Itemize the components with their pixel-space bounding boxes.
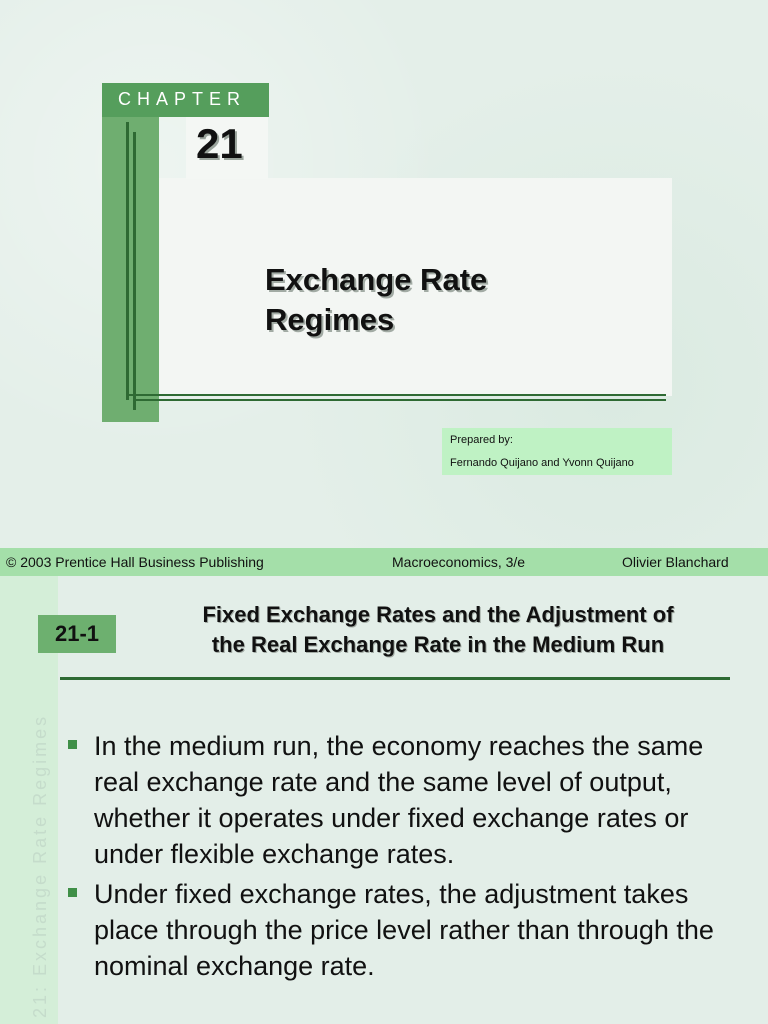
horizontal-rule (136, 399, 666, 401)
bullet-list (68, 728, 748, 988)
section-divider (60, 677, 730, 680)
prepared-by-names: Fernando Quijano and Yvonn Quijano (450, 457, 634, 469)
footer-author: Olivier Blanchard (622, 554, 729, 570)
footer-copyright: © 2003 Prentice Hall Business Publishing (6, 554, 264, 570)
green-sidebar-bar (102, 117, 159, 422)
sidebar-chapter-text: 21: Exchange Rate Regimes (30, 713, 50, 1018)
vertical-rule (126, 122, 129, 400)
prepared-by-label: Prepared by: (450, 434, 513, 446)
slide-title-line: Regimes (265, 302, 395, 337)
slide-title (265, 260, 645, 340)
horizontal-rule (128, 394, 666, 396)
vertical-rule (133, 132, 136, 410)
square-bullet-icon (68, 888, 77, 897)
chapter-number: 21 (196, 120, 243, 167)
footer-bar (0, 548, 768, 576)
bullet-text: Under fixed exchange rates, the adjustment takes place through the price level rather than through the nominal exchange rate. (94, 879, 714, 981)
section-title (118, 600, 758, 660)
section-title-line: the Real Exchange Rate in the Medium Run (211, 632, 665, 657)
square-bullet-icon (68, 740, 77, 749)
section-number-badge: 21-1 (38, 615, 116, 653)
slide-title-line: Exchange Rate (265, 262, 488, 297)
footer-book: Macroeconomics, 3/e (392, 554, 526, 570)
bullet-text: In the medium run, the economy reaches the same real exchange rate and the same level of output, whether it operates under fixed exchange rates or under flexible exchange rates. (94, 731, 704, 869)
section-title-line: Fixed Exchange Rates and the Adjustment of (202, 602, 674, 627)
bullet-item (68, 876, 748, 984)
bullet-item (68, 728, 748, 872)
chapter-label: CHAPTER (118, 89, 247, 109)
